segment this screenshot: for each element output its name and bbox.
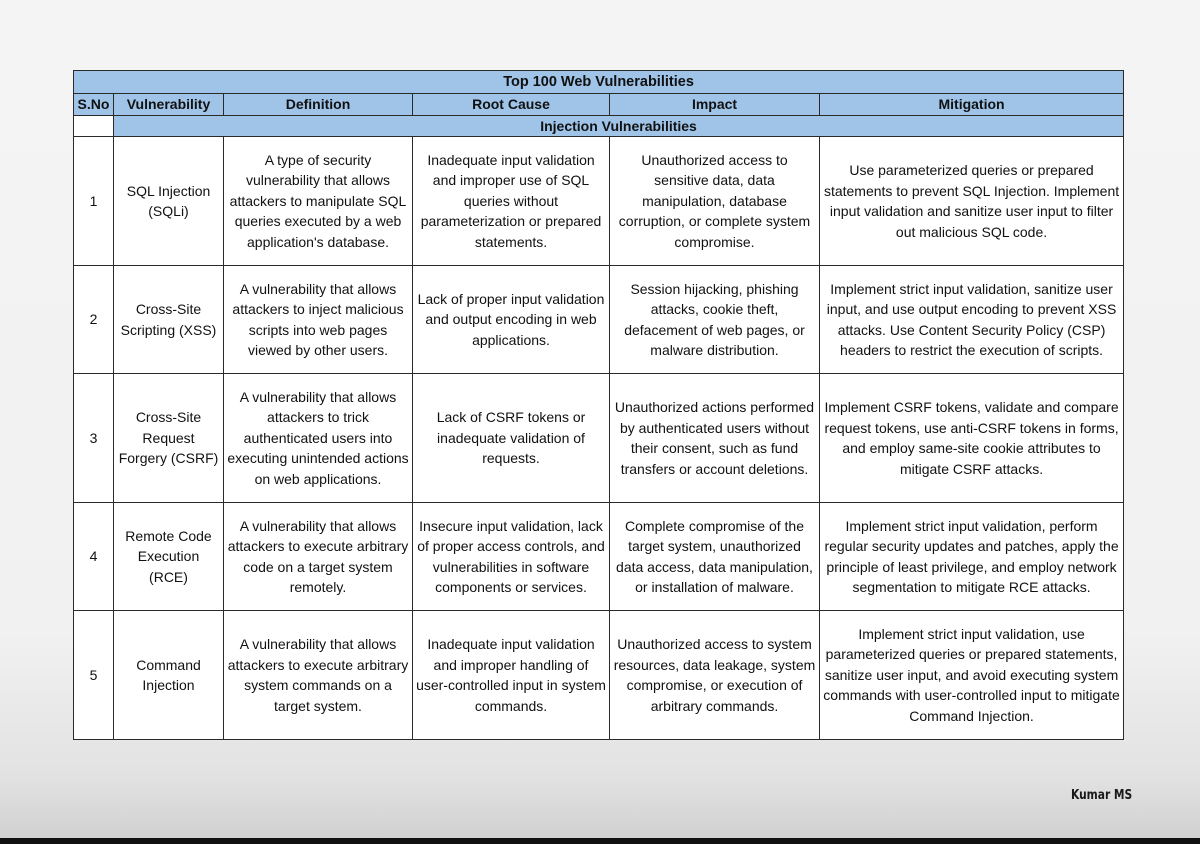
- cell-definition: A type of security vulnerability that allows attackers to manipulate SQL queries executed by a web application's database.: [224, 137, 413, 266]
- cell-root-cause: Insecure input validation, lack of proper access controls, and vulnerabilities in software components or services.: [413, 503, 610, 611]
- table-row: [74, 137, 1124, 266]
- header-root-cause: Root Cause: [413, 94, 610, 116]
- cell-sno: 5: [74, 611, 114, 740]
- table-row: [74, 374, 1124, 503]
- cell-definition: A vulnerability that allows attackers to inject malicious scripts into web pages viewed by other users.: [224, 266, 413, 374]
- cell-mitigation: Implement CSRF tokens, validate and compare request tokens, use anti-CSRF tokens in forms, and employ same-site cookie attributes to mitigate CSRF attacks.: [820, 374, 1124, 503]
- vulnerabilities-table: [73, 70, 1124, 740]
- cell-vulnerability: Cross-Site Scripting (XSS): [114, 266, 224, 374]
- header-definition: Definition: [224, 94, 413, 116]
- cell-impact: Unauthorized access to system resources, data leakage, system compromise, or execution of arbitrary commands.: [610, 611, 820, 740]
- header-sno: S.No: [74, 94, 114, 116]
- table-row: [74, 611, 1124, 740]
- cell-sno: 2: [74, 266, 114, 374]
- header-row: [74, 94, 1124, 116]
- table-row: [74, 266, 1124, 374]
- cell-mitigation: Implement strict input validation, use parameterized queries or prepared statements, sanitize user input, and avoid executing system commands with user-controlled input to mitigate Command Injection.: [820, 611, 1124, 740]
- cell-root-cause: Inadequate input validation and improper handling of user-controlled input in system commands.: [413, 611, 610, 740]
- cell-impact: Complete compromise of the target system, unauthorized data access, data manipulation, or installation of malware.: [610, 503, 820, 611]
- cell-vulnerability: Cross-Site Request Forgery (CSRF): [114, 374, 224, 503]
- cell-vulnerability: Remote Code Execution (RCE): [114, 503, 224, 611]
- cell-sno: 1: [74, 137, 114, 266]
- cell-vulnerability: SQL Injection (SQLi): [114, 137, 224, 266]
- header-impact: Impact: [610, 94, 820, 116]
- cell-mitigation: Use parameterized queries or prepared statements to prevent SQL Injection. Implement input validation and sanitize user input to filter out malicious SQL code.: [820, 137, 1124, 266]
- cell-definition: A vulnerability that allows attackers to trick authenticated users into executing unintended actions on web applications.: [224, 374, 413, 503]
- section-blank-cell: [74, 115, 114, 137]
- cell-impact: Unauthorized access to sensitive data, data manipulation, database corruption, or complete system compromise.: [610, 137, 820, 266]
- author-signature: Kumar MS: [1071, 788, 1133, 803]
- cell-mitigation: Implement strict input validation, sanitize user input, and use output encoding to prevent XSS attacks. Use Content Security Policy (CSP) headers to restrict the execution of scripts.: [820, 266, 1124, 374]
- cell-root-cause: Inadequate input validation and improper use of SQL queries without parameterization or prepared statements.: [413, 137, 610, 266]
- cell-root-cause: Lack of CSRF tokens or inadequate validation of requests.: [413, 374, 610, 503]
- header-vulnerability: Vulnerability: [114, 94, 224, 116]
- cell-vulnerability: Command Injection: [114, 611, 224, 740]
- cell-impact: Unauthorized actions performed by authenticated users without their consent, such as fund transfers or account deletions.: [610, 374, 820, 503]
- cell-sno: 3: [74, 374, 114, 503]
- cell-definition: A vulnerability that allows attackers to execute arbitrary code on a target system remotely.: [224, 503, 413, 611]
- table-row: [74, 503, 1124, 611]
- section-title: Injection Vulnerabilities: [114, 115, 1124, 137]
- table-title-row: [74, 71, 1124, 94]
- section-row: [74, 115, 1124, 137]
- cell-mitigation: Implement strict input validation, perform regular security updates and patches, apply the principle of least privilege, and employ network segmentation to mitigate RCE attacks.: [820, 503, 1124, 611]
- bottom-edge-bar: [0, 838, 1200, 844]
- cell-root-cause: Lack of proper input validation and output encoding in web applications.: [413, 266, 610, 374]
- table-title: Top 100 Web Vulnerabilities: [74, 71, 1124, 94]
- cell-impact: Session hijacking, phishing attacks, cookie theft, defacement of web pages, or malware distribution.: [610, 266, 820, 374]
- cell-sno: 4: [74, 503, 114, 611]
- cell-definition: A vulnerability that allows attackers to execute arbitrary system commands on a target system.: [224, 611, 413, 740]
- header-mitigation: Mitigation: [820, 94, 1124, 116]
